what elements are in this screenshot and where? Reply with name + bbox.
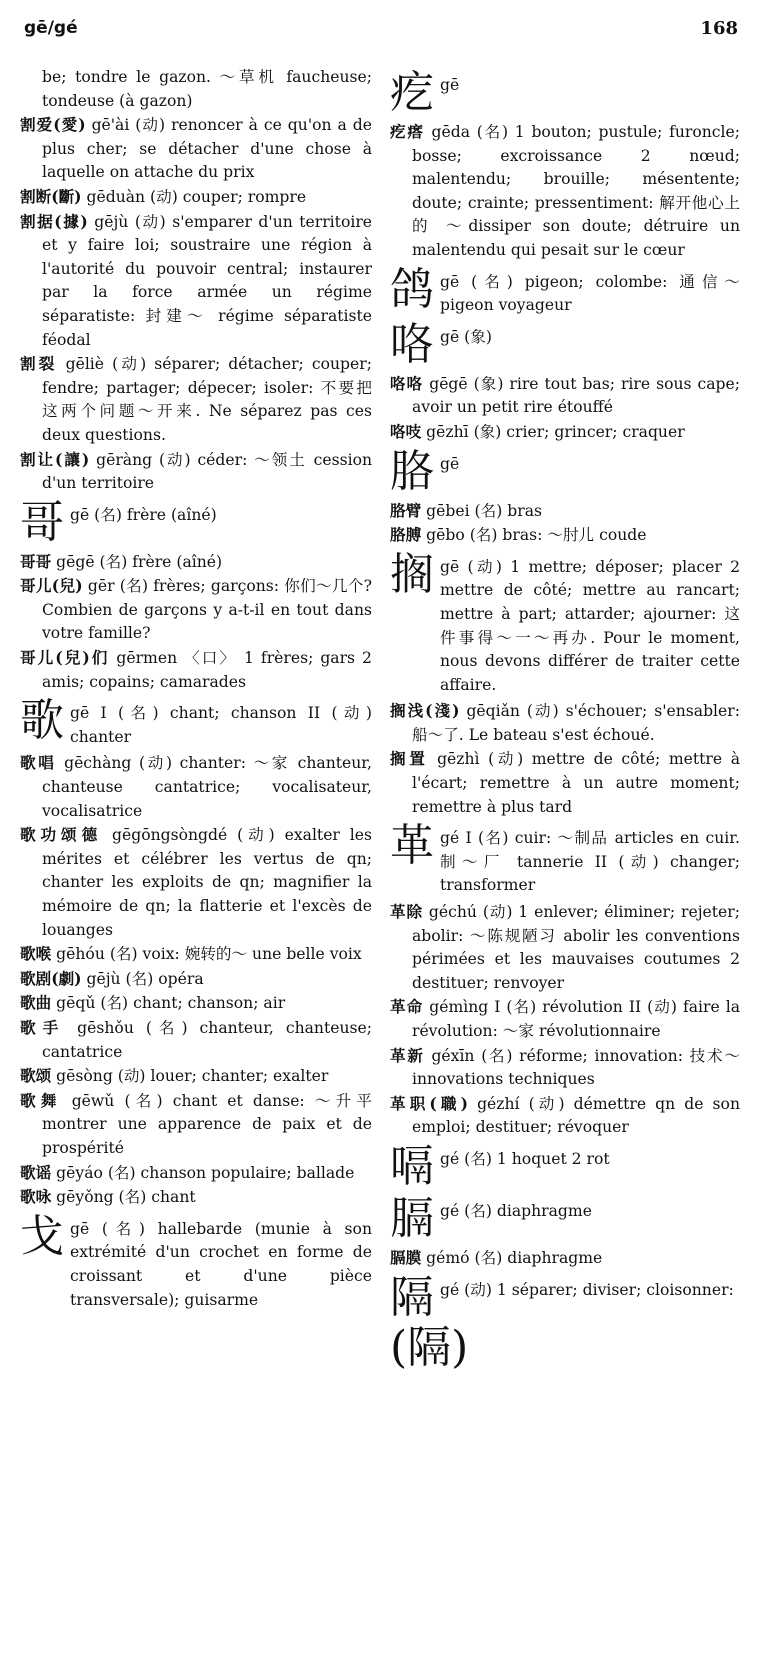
- dictionary-entry: [20, 210, 372, 353]
- dictionary-entry: [390, 699, 740, 747]
- head-character-entry: [390, 1194, 740, 1244]
- head-character-entry: [20, 498, 372, 548]
- entry-definition: gēshǒu (名) chanteur, chanteuse; cantatrice: [42, 1018, 372, 1061]
- right-column: [390, 66, 740, 1375]
- entry-definition: gé (名) 1 hoquet 2 rot: [440, 1149, 610, 1168]
- entry-definition: gē (动) 1 mettre; déposer; placer 2 mettre de côté; mettre au rancart; mettre à part; attarder; ajourner: 这件事得～一～再办. Pour le moment, nous devons différer de traiter cette affaire.: [440, 557, 740, 694]
- entry-headword: 革除: [390, 902, 424, 922]
- entry-headword: 搁浅(淺): [390, 701, 460, 721]
- page-header: [24, 14, 738, 44]
- entry-definition: gē: [440, 454, 460, 473]
- entry-headword: 割据(據): [20, 211, 88, 231]
- dictionary-entry: [20, 574, 372, 646]
- entry-headword: 歌咏: [20, 1187, 52, 1207]
- dictionary-entry: [20, 1064, 372, 1089]
- entry-definition: gē I (名) chant; chanson II (动) chanter: [70, 704, 372, 746]
- head-character-entry: [390, 320, 740, 370]
- dictionary-entry: [390, 523, 740, 548]
- head-character: 膈: [390, 1192, 434, 1244]
- entry-definition: géxīn (名) réforme; innovation: 技术～ innovations techniques: [412, 1046, 740, 1089]
- dictionary-entry: [20, 823, 372, 942]
- entry-definition: gēqǔ (名) chant; chanson; air: [56, 994, 286, 1013]
- entry-definition: gēbo (名) bras: ～肘儿 coude: [426, 526, 647, 545]
- dictionary-entry: [390, 900, 740, 995]
- entry-definition: gēda (名) 1 bouton; pustule; furoncle; bosse; excroissance 2 nœud; malentendu; brouille; mésentente; doute; crainte; pressentiment: 解开他心上的 ～dissiper son doute; détruire un malentendu qui pesait sur le cœur: [412, 123, 740, 259]
- entry-definition: gé (名) diaphragme: [440, 1201, 592, 1220]
- head-character: 鸽: [390, 263, 434, 315]
- head-character: 革: [390, 820, 434, 872]
- entry-definition: gémó (名) diaphragme: [426, 1248, 603, 1267]
- entry-headword: 割爱(愛): [20, 115, 86, 135]
- entry-definition: gēzhī (象) crier; grincer; craquer: [426, 422, 685, 441]
- entry-headword: 咯吱: [390, 421, 422, 441]
- dictionary-entry: [20, 448, 372, 496]
- entry-headword: 歌颂: [20, 1066, 52, 1086]
- head-character: 歌: [20, 695, 64, 747]
- dictionary-entry: [390, 372, 740, 420]
- entry-definition: gēyǒng (名) chant: [56, 1188, 196, 1207]
- head-character-entry: [390, 1142, 740, 1192]
- entry-definition: gē (名) frère (aîné): [70, 505, 217, 524]
- entry-headword: 咯咯: [390, 373, 424, 393]
- entry-headword: 歌喉: [20, 944, 52, 964]
- head-character-entry: [390, 1273, 740, 1373]
- dictionary-entry: [390, 1246, 740, 1271]
- head-character: 搁: [390, 548, 434, 600]
- dictionary-entry: [390, 995, 740, 1043]
- entry-headword: 歌唱: [20, 753, 57, 773]
- head-character-entry: [390, 68, 740, 118]
- entry-headword: 割让(讓): [20, 449, 90, 469]
- entry-definition: gēbei (名) bras: [426, 501, 542, 520]
- dictionary-entry: [20, 942, 372, 967]
- dictionary-entry: [390, 420, 740, 445]
- dictionary-entry: [390, 1044, 740, 1092]
- header-pinyin: gē/gé: [24, 18, 78, 38]
- head-character: 哥: [20, 496, 64, 548]
- entry-definition: gē'ài (动) renoncer à ce qu'on a de plus cher; se détacher d'une chose à laquelle on attache du prix: [42, 116, 372, 182]
- head-character-entry: [390, 265, 740, 318]
- head-character-entry: [20, 1212, 372, 1312]
- entry-headword: 哥哥: [20, 551, 52, 571]
- dictionary-entry: [390, 499, 740, 524]
- entry-headword: 胳膊: [390, 525, 422, 545]
- head-character-entry: [390, 550, 740, 698]
- entry-definition: gējù (名) opéra: [86, 969, 204, 988]
- head-character: 咯: [390, 318, 434, 370]
- entry-headword: 疙瘩: [390, 122, 425, 141]
- dictionary-entry: [20, 1016, 372, 1064]
- entry-definition: gē (名) hallebarde (munie à son extrémité d'un crochet en forme de croissant et d'une pièce transversale); guisarme: [70, 1219, 372, 1309]
- head-character: 疙: [390, 67, 434, 118]
- entry-definition: be; tondre le gazon. ～草机 faucheuse; tondeuse (à gazon): [42, 68, 372, 110]
- entry-definition: gémìng I (名) révolution II (动) faire la révolution: ～家 révolutionnaire: [412, 998, 740, 1040]
- dictionary-entry: [20, 991, 372, 1016]
- entry-definition: gēgē (名) frère (aîné): [56, 552, 223, 571]
- page-number: 168: [700, 18, 738, 39]
- entry-definition: gēr (名) frères; garçons: 你们～几个? Combien de garçons y a-t-il en tout dans votre famille?: [42, 577, 372, 643]
- entry-headword: 歌舞: [20, 1090, 62, 1110]
- entry-headword: 革职(職): [390, 1093, 468, 1113]
- entry-definition: gēchàng (动) chanter: ～家 chanteur, chanteuse cantatrice; vocalisateur, vocalisatrice: [42, 754, 372, 820]
- entry-headword: 歌手: [20, 1017, 66, 1037]
- entry-definition: gē (名) pigeon; colombe: 通信～ pigeon voyageur: [440, 272, 740, 315]
- entry-definition: gēhóu (名) voix: 婉转的～ une belle voix: [56, 945, 362, 964]
- entry-definition: gé I (名) cuir: ～制品 articles en cuir. 制～厂 tannerie II (动) changer; transformer: [440, 829, 740, 895]
- entry-definition: gēgē (象) rire tout bas; rire sous cape; avoir un petit rire étouffé: [412, 374, 740, 417]
- entry-definition: gērmen 〈口〉 1 frères; gars 2 amis; copains; camarades: [42, 649, 372, 691]
- entry-definition: gēyáo (名) chanson populaire; ballade: [56, 1163, 355, 1182]
- entry-definition: gēduàn (动) couper; rompre: [86, 187, 307, 206]
- entry-headword: 革命: [390, 997, 424, 1017]
- dictionary-entry: [20, 352, 372, 447]
- entry-definition: gēsòng (动) louer; chanter; exalter: [56, 1067, 329, 1086]
- dictionary-entry: [20, 113, 372, 185]
- head-character: 胳: [390, 445, 434, 497]
- entry-headword: 哥儿(兒)们: [20, 648, 110, 668]
- dictionary-entry: [20, 751, 372, 823]
- entry-definition: gēwǔ (名) chant et danse: ～升平 montrer une apparence de paix et de prospérité: [42, 1091, 372, 1157]
- entry-definition: géchú (动) 1 enlever; éliminer; rejeter; abolir: ～陈规陋习 abolir les conventions périmées et les mauvaises coutumes 2 destituer; renvoyer: [412, 903, 740, 992]
- entry-definition: gē: [440, 76, 460, 94]
- dictionary-entry: [20, 550, 372, 575]
- head-character: 嗝: [390, 1140, 434, 1192]
- entry-definition: gēliè (动) séparer; détacher; couper; fendre; partager; dépecer; isoler: 不要把这两个问题～开来. Ne séparez pas ces deux questions.: [42, 355, 372, 444]
- entry-definition: gé (动) 1 séparer; diviser; cloisonner:: [440, 1280, 734, 1299]
- entry-headword: 革新: [390, 1045, 425, 1065]
- dictionary-entry: [20, 185, 372, 210]
- dictionary-entry: [390, 120, 740, 263]
- head-character-entry: [20, 696, 372, 749]
- left-column: [20, 66, 372, 1314]
- dictionary-entry: [20, 66, 372, 113]
- entry-headword: 胳臂: [390, 500, 422, 520]
- entry-headword: 搁置: [390, 749, 429, 769]
- entry-headword: 膈膜: [390, 1247, 422, 1267]
- entry-definition: gēràng (动) céder: ～领土 cession d'un territoire: [42, 450, 372, 493]
- entry-definition: gēgōngsòngdé (动) exalter les mérites et célébrer les vertus de qn; chanter les exploits de qn; magnifier la mémoire de qn; la flatterie et l'excès de louanges: [42, 826, 372, 939]
- entry-definition: gēqiǎn (动) s'échouer; s'ensabler: 船～了. Le bateau s'est échoué.: [412, 702, 740, 744]
- dictionary-entry: [20, 1089, 372, 1161]
- dictionary-entry: [20, 1161, 372, 1186]
- entry-headword: 歌功颂德: [20, 825, 103, 845]
- entry-headword: 歌剧(劇): [20, 968, 82, 988]
- entry-definition: gēzhì (动) mettre de côté; mettre à l'écart; remettre à un autre moment; remettre à plus tard: [412, 750, 740, 816]
- dictionary-entry: [390, 1092, 740, 1140]
- entry-definition: gējù (动) s'emparer d'un territoire et y faire loi; soustraire une région à l'autorité du pouvoir central; instaurer par la force armée un régime séparatiste: 封建～ régime séparatiste féodal: [42, 212, 372, 349]
- entry-headword: 哥儿(兒): [20, 576, 83, 596]
- entry-headword: 割裂: [20, 354, 58, 374]
- head-character-entry: [390, 821, 740, 898]
- entry-definition: gézhí (动) démettre qn de son emploi; destituer; révoquer: [412, 1094, 740, 1137]
- dictionary-entry: [20, 1185, 372, 1210]
- dictionary-entry: [20, 967, 372, 992]
- entry-headword: 歌曲: [20, 993, 52, 1013]
- entry-headword: 歌谣: [20, 1162, 52, 1182]
- head-character: 戈: [20, 1210, 64, 1262]
- head-character-entry: [390, 447, 740, 497]
- entry-headword: 割断(斷): [20, 186, 82, 206]
- head-character: 隔(隔): [390, 1271, 469, 1373]
- dictionary-entry: [390, 747, 740, 819]
- entry-definition: gē (象): [440, 327, 492, 346]
- dictionary-entry: [20, 646, 372, 694]
